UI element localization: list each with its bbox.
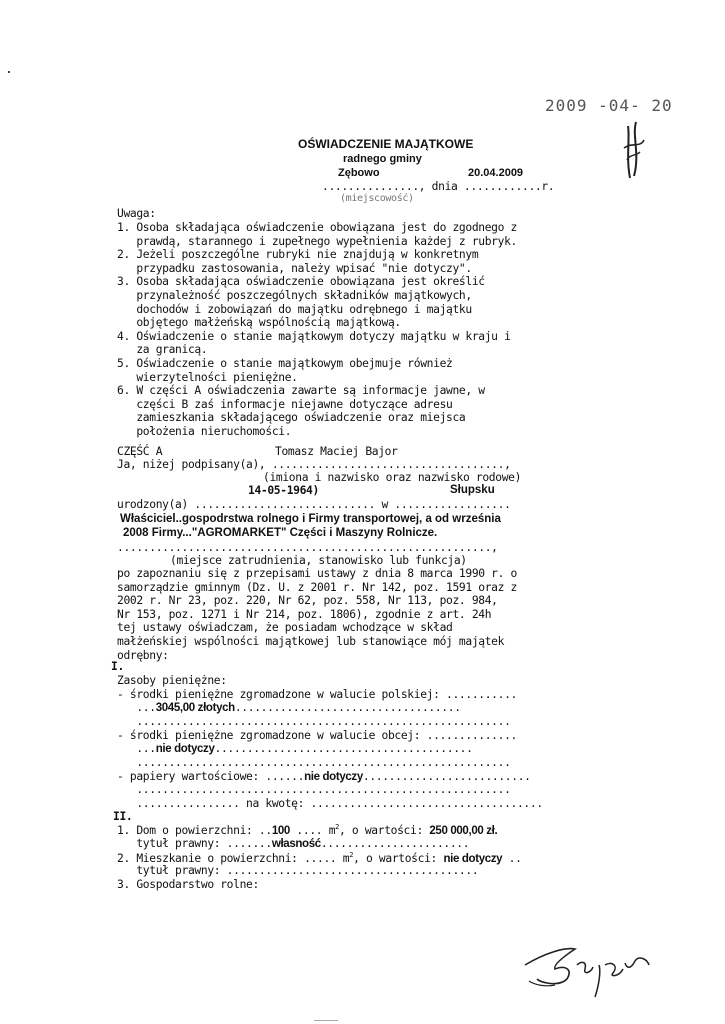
house-title-label: tytuł prawny: ....... — [117, 837, 272, 850]
uwaga-line: wierzytelności pieniężne. — [117, 370, 298, 384]
place-date-line: ..............., dnia ............r. — [322, 180, 555, 193]
signed-line: Ja, niżej podpisany(a), ...................................., — [117, 458, 511, 471]
house-value-label: , o wartości: — [339, 823, 430, 837]
house-area: 100 — [271, 824, 290, 837]
scan-speck — [8, 71, 10, 73]
flat-value-label: , o wartości: — [353, 851, 444, 865]
section-1-roman: I. — [111, 660, 124, 673]
house-unit: .... m — [289, 823, 336, 837]
received-date-stamp: 2009 -04- 20 — [545, 96, 673, 115]
document-title: OŚWIADCZENIE MAJĄTKOWE — [298, 137, 474, 151]
square-superscript: 2 — [349, 851, 354, 859]
law-line: po zapoznaniu się z przepisami ustawy z dnia 8 marca 1990 r. o — [117, 567, 517, 580]
uwaga-list — [117, 221, 517, 439]
uwaga-line: 2. Jeżeli poszczególne rubryki nie znajdują w konkretnym — [117, 248, 479, 262]
uwaga-line: 6. W części A oświadczenia zawarte są informacje jawne, w — [117, 384, 485, 398]
house-title-value: własność — [271, 838, 321, 850]
birth-date: 14-05-1964) — [248, 484, 319, 497]
uwaga-line: 1. Osoba składająca oświadczenie obowiązana jest do zgodnego z — [117, 221, 517, 234]
house-title-line — [117, 837, 469, 850]
declarant-name: Tomasz Maciej Bajor — [275, 445, 398, 458]
signature — [515, 935, 665, 1005]
law-line: samorządzie gminnym (Dz. U. z 2001 r. Nr 142, poz. 1591 oraz z — [117, 580, 517, 594]
uwaga-line: za granicą. — [117, 343, 208, 357]
dots: ................................... — [234, 701, 461, 714]
dots: ... — [117, 742, 156, 755]
law-line: odrębny: — [117, 648, 169, 662]
law-text — [117, 567, 517, 662]
house-label: 1. Dom o powierzchni: .. — [117, 823, 272, 837]
securities-value: nie dotyczy — [304, 771, 363, 783]
dots: ....................... — [320, 837, 470, 850]
dots: .. — [502, 851, 522, 865]
polish-currency-line: - środki pieniężne zgromadzone w walucie polskiej: ........... — [117, 688, 517, 701]
law-line: małżeńskiej wspólności majątkowej lub stanowiące mój majątek — [117, 634, 505, 648]
law-line: tej ustawy oświadczam, że posiadam wchodzące w skład — [117, 621, 453, 635]
square-superscript: 2 — [335, 823, 340, 831]
law-line: Nr 153, poz. 1271 i Nr 214, poz. 1806), zgodnie z art. 24h — [117, 607, 492, 621]
dots: .......................... — [362, 770, 531, 783]
dots-line: .......................................................... — [117, 715, 511, 728]
uwaga-line: 3. Osoba składająca oświadczenie obowiązana jest określić — [117, 275, 485, 289]
dots: ........................................ — [214, 742, 473, 755]
uwaga-line: 5. Oświadczenie o stanie majątkowym obejmuje również — [117, 356, 453, 370]
securities-line — [117, 770, 531, 783]
uwaga-line: zamieszkania składającego oświadczenie oraz miejsca — [117, 411, 466, 425]
document-subtitle: radnego gminy — [343, 153, 422, 165]
initials-mark — [618, 118, 648, 182]
dots-line: .......................................................... — [117, 783, 511, 796]
czesc-a-label: CZĘŚĆ A — [117, 445, 163, 458]
birth-place: Słupsku — [450, 484, 495, 496]
law-line: 2002 r. Nr 23, poz. 220, Nr 62, poz. 558, Nr 113, poz. 984, — [117, 594, 498, 608]
flat-value: nie dotyczy — [443, 852, 503, 865]
uwaga-line: objętego małżeńską wspólnością majątkową. — [117, 316, 401, 330]
dots-line: .......................................................... — [117, 756, 511, 769]
section-2-roman: II. — [113, 810, 133, 823]
flat-line — [117, 851, 522, 865]
employment-caption: (miejsce zatrudnienia, stanowisko lub funkcja) — [170, 554, 467, 567]
uwaga-line: części B zaś informacje niejawne dotyczące adresu — [117, 397, 453, 411]
born-line: urodzony(a) ............................ w .................. — [117, 498, 511, 511]
uwaga-line: przypadku zastosowania, należy wpisać "nie dotyczy". — [117, 261, 472, 275]
polish-currency-value-line — [117, 701, 461, 714]
amount-line: ................ na kwotę: .................................... — [117, 797, 543, 810]
uwaga-line: położenia nieruchomości. — [117, 424, 292, 438]
farm-line: 3. Gospodarstwo rolne: — [117, 878, 259, 891]
foreign-currency-line: - środki pieniężne zgromadzone w walucie obcej: .............. — [117, 729, 517, 742]
foreign-currency-value-line — [117, 742, 473, 755]
place-caption: (miejscowość) — [340, 193, 414, 204]
uwaga-line: 4. Oświadczenie o stanie majątkowym dotyczy majątku w kraju i — [117, 329, 511, 343]
polish-currency-value: 3045,00 złotych — [155, 702, 235, 714]
name-caption: (imiona i nazwisko oraz nazwisko rodowe) — [263, 471, 522, 484]
uwaga-line: prawdą, starannego i zupełnego wypełnienia każdej z rubryk. — [117, 234, 517, 248]
house-value: 250 000,00 zł. — [429, 824, 498, 837]
dots: ... — [117, 701, 156, 714]
flat-label: 2. Mieszkanie o powierzchni: ..... m — [117, 851, 350, 865]
house-line — [117, 823, 497, 837]
document-date: 20.04.2009 — [468, 167, 524, 179]
uwaga-label: Uwaga: — [117, 207, 156, 220]
employment-line-1: Właściciel..gospodrstwa rolnego i Firmy transportowej, a od września — [120, 513, 501, 525]
securities-label: - papiery wartościowe: ...... — [117, 770, 305, 783]
employment-line-2: 2008 Firmy..."AGROMARKET" Części i Maszyny Rolnicze. — [123, 527, 438, 539]
place-name: Zębowo — [338, 167, 380, 179]
zasoby-label: Zasoby pieniężne: — [117, 674, 227, 687]
uwaga-line: przynależność poszczególnych składników majątkowych, — [117, 288, 472, 302]
flat-title-line: tytuł prawny: ....................................... — [117, 864, 479, 877]
foreign-currency-value: nie dotyczy — [155, 743, 215, 755]
uwaga-line: dochodów i zobowiązań do majątku odrębnego i majątku — [117, 302, 472, 316]
employment-dots: .........................................................., — [117, 541, 498, 554]
scan-speck — [314, 1020, 338, 1021]
